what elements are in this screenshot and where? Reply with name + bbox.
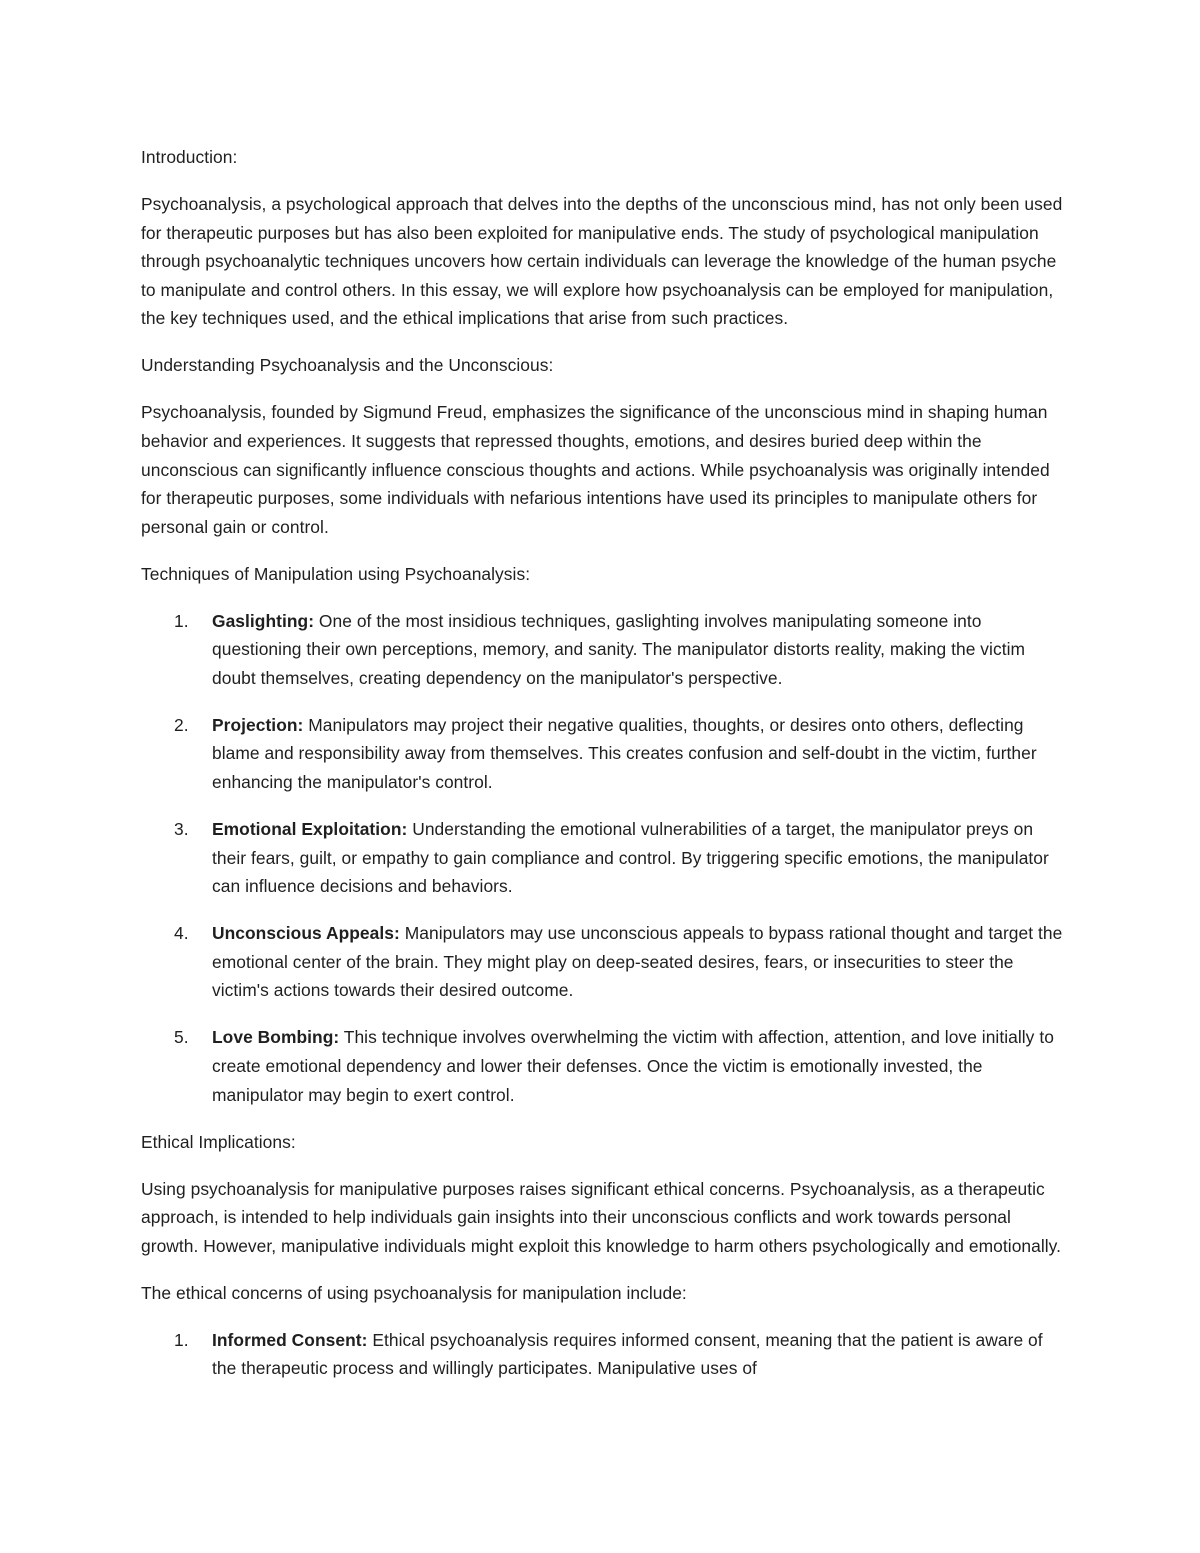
list-item	[141, 607, 1066, 693]
list-item-number: 1.	[174, 1329, 189, 1350]
techniques-list	[141, 607, 1066, 1109]
list-item-text: Manipulators may use unconscious appeals to bypass rational thought and target the emotional center of the brain. They might play on deep-seated desires, fears, or insecurities to steer the victim's actions towards their desired outcome.	[212, 923, 1063, 1001]
list-item-text: Ethical psychoanalysis requires informed consent, meaning that the patient is aware of the therapeutic process and willingly participates. Manipulative uses of	[212, 1329, 1043, 1379]
understanding-paragraph: Psychoanalysis, founded by Sigmund Freud, emphasizes the significance of the unconscious mind in shaping human behavior and experiences. It suggests that repressed thoughts, emotions, and desires buried deep within the unconscious can significantly influence conscious thoughts and actions. While psychoanalysis was originally intended for therapeutic purposes, some individuals with nefarious intentions have used its principles to manipulate others for personal gain or control.	[141, 402, 1050, 537]
list-item-term: Informed Consent:	[212, 1329, 368, 1350]
list-item-number: 4.	[174, 923, 189, 944]
list-item-term: Emotional Exploitation:	[212, 819, 408, 840]
document-body	[141, 143, 1066, 1401]
list-item	[141, 815, 1066, 901]
intro-heading: Introduction:	[141, 147, 238, 167]
list-item-number: 3.	[174, 819, 189, 840]
list-item-number: 2.	[174, 714, 189, 735]
list-item-term: Gaslighting:	[212, 610, 315, 631]
list-item-text: Understanding the emotional vulnerabilities of a target, the manipulator preys on their fears, guilt, or empathy to gain compliance and control. By triggering specific emotions, the manipulator can influence decisions and behaviors.	[212, 819, 1049, 897]
list-item-term: Love Bombing:	[212, 1027, 340, 1048]
concerns-intro: The ethical concerns of using psychoanalysis for manipulation include:	[141, 1282, 687, 1303]
list-item-text: One of the most insidious techniques, gaslighting involves manipulating someone into questioning their own perceptions, memory, and sanity. The manipulator distorts reality, making the victim doubt themselves, creating dependency on the manipulator's perspective.	[212, 610, 1026, 688]
ethical-heading: Ethical Implications:	[141, 1131, 296, 1152]
list-item	[141, 1023, 1066, 1109]
concerns-list	[141, 1326, 1066, 1383]
list-item	[141, 711, 1066, 797]
list-item-term: Projection:	[212, 714, 304, 735]
list-item	[141, 1326, 1066, 1383]
list-item-text: This technique involves overwhelming the victim with affection, attention, and love initially to create emotional dependency and lower their defenses. Once the victim is emotionally invested, the manipulator may begin to exert control.	[212, 1027, 1054, 1105]
list-item-text: Manipulators may project their negative qualities, thoughts, or desires onto others, deflecting blame and responsibility away from themselves. This creates confusion and self-doubt in the victim, further enhancing the manipulator's control.	[212, 714, 1037, 793]
list-item-number: 1.	[174, 610, 189, 631]
understanding-heading: Understanding Psychoanalysis and the Unconscious:	[141, 355, 554, 376]
techniques-heading: Techniques of Manipulation using Psychoanalysis:	[141, 563, 531, 584]
list-item-term: Unconscious Appeals:	[212, 923, 400, 944]
ethical-paragraph: Using psychoanalysis for manipulative purposes raises significant ethical concerns. Psychoanalysis, as a therapeutic approach, is intended to help individuals gain insights into their unconscious conflicts and work towards personal growth. However, manipulative individuals might exploit this knowledge to harm others psychologically and emotionally.	[141, 1178, 1062, 1256]
list-item	[141, 919, 1066, 1005]
list-item-number: 5.	[174, 1027, 189, 1048]
intro-paragraph: Psychoanalysis, a psychological approach that delves into the depths of the unconscious mind, has not only been used for therapeutic purposes but has also been exploited for manipulative ends. The study of psychological manipulation through psychoanalytic techniques uncovers how certain individuals can leverage the knowledge of the human psyche to manipulate and control others. In this essay, we will explore how psychoanalysis can be employed for manipulation, the key techniques used, and the ethical implications that arise from such practices.	[141, 193, 1063, 329]
